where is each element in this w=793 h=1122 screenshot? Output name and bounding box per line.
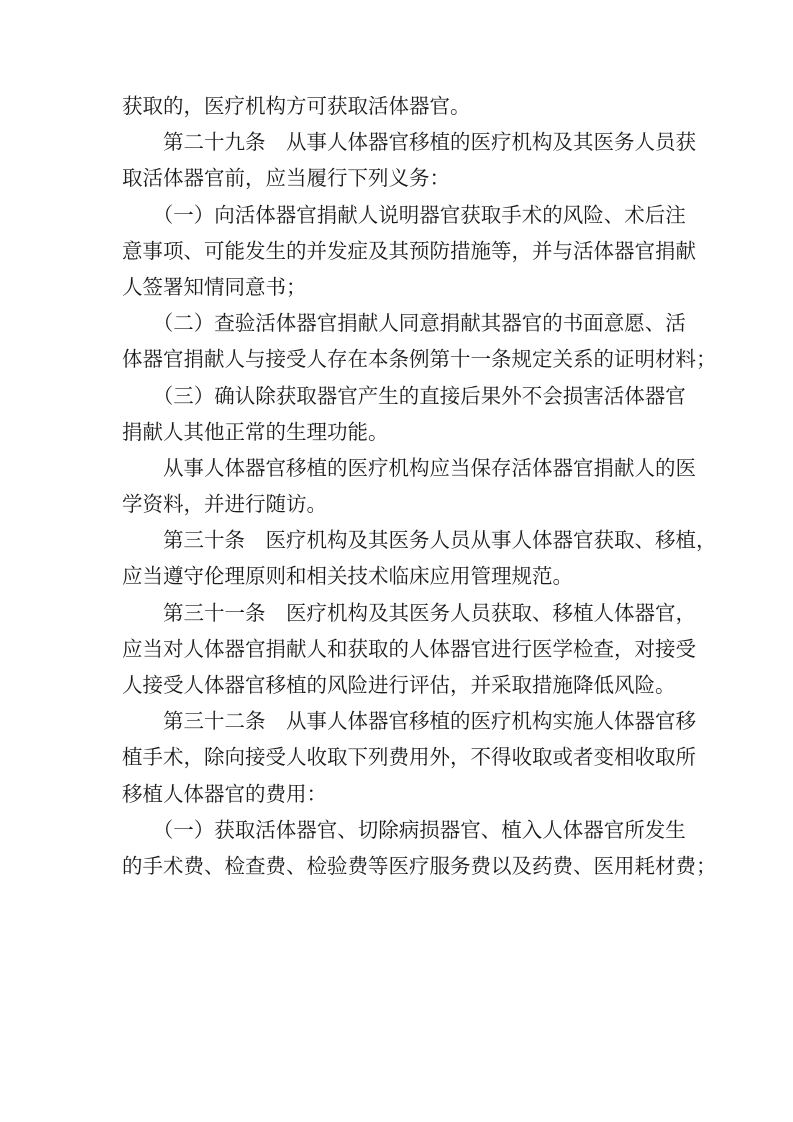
paragraph-article-31 — [122, 595, 696, 704]
text-line: 人签署知情同意书； — [122, 274, 307, 299]
paragraph-continuation — [122, 88, 682, 124]
paragraph-article-30 — [122, 522, 717, 594]
text-line: 取活体器官前，应当履行下列义务： — [122, 166, 450, 191]
text-line: 第三十条 医疗机构及其医务人员从事人体器官获取、移植， — [122, 528, 717, 553]
text-line: 意事项、可能发生的并发症及其预防措施等，并与活体器官捐献 — [122, 238, 696, 263]
text-line: 植手术，除向接受人收取下列费用外，不得收取或者变相收取所 — [122, 745, 696, 770]
document-body — [122, 88, 717, 884]
text-line: 从事人体器官移植的医疗机构应当保存活体器官捐献人的医 — [122, 455, 696, 480]
paragraph-article-32 — [122, 703, 696, 812]
paragraph-article-29-item-2 — [122, 305, 717, 377]
text-line: （三）确认除获取器官产生的直接后果外不会损害活体器官 — [122, 383, 686, 408]
text-line: 获取的，医疗机构方可获取活体器官。 — [122, 94, 471, 118]
paragraph-article-29 — [122, 124, 696, 196]
text-line: （一）获取活体器官、切除病损器官、植入人体器官所发生 — [122, 817, 686, 842]
text-line: 应当对人体器官捐献人和获取的人体器官进行医学检查，对接受 — [122, 636, 696, 661]
text-line: 的手术费、检查费、检验费等医疗服务费以及药费、医用耗材费； — [122, 853, 717, 878]
text-line: 第二十九条 从事人体器官移植的医疗机构及其医务人员获 — [122, 130, 696, 155]
paragraph-article-29-records — [122, 450, 696, 522]
text-line: 体器官捐献人与接受人存在本条例第十一条规定关系的证明材料； — [122, 347, 717, 372]
paragraph-article-29-item-3 — [122, 378, 686, 450]
text-line: 学资料，并进行随访。 — [122, 492, 327, 517]
paragraph-article-29-item-1 — [122, 197, 696, 306]
paragraph-article-32-item-1 — [122, 812, 717, 884]
text-line: 捐献人其他正常的生理功能。 — [122, 419, 389, 444]
text-line: 第三十二条 从事人体器官移植的医疗机构实施人体器官移 — [122, 709, 696, 734]
text-line: 人接受人体器官移植的风险进行评估，并采取措施降低风险。 — [122, 673, 676, 697]
text-line: 应当遵守伦理原则和相关技术临床应用管理规范。 — [122, 564, 573, 589]
text-line: 第三十一条 医疗机构及其医务人员获取、移植人体器官， — [122, 600, 696, 625]
text-line: （一）向活体器官捐献人说明器官获取手术的风险、术后注 — [122, 202, 686, 227]
text-line: 移植人体器官的费用： — [122, 781, 327, 806]
text-line: （二）查验活体器官捐献人同意捐献其器官的书面意愿、活 — [122, 311, 686, 336]
